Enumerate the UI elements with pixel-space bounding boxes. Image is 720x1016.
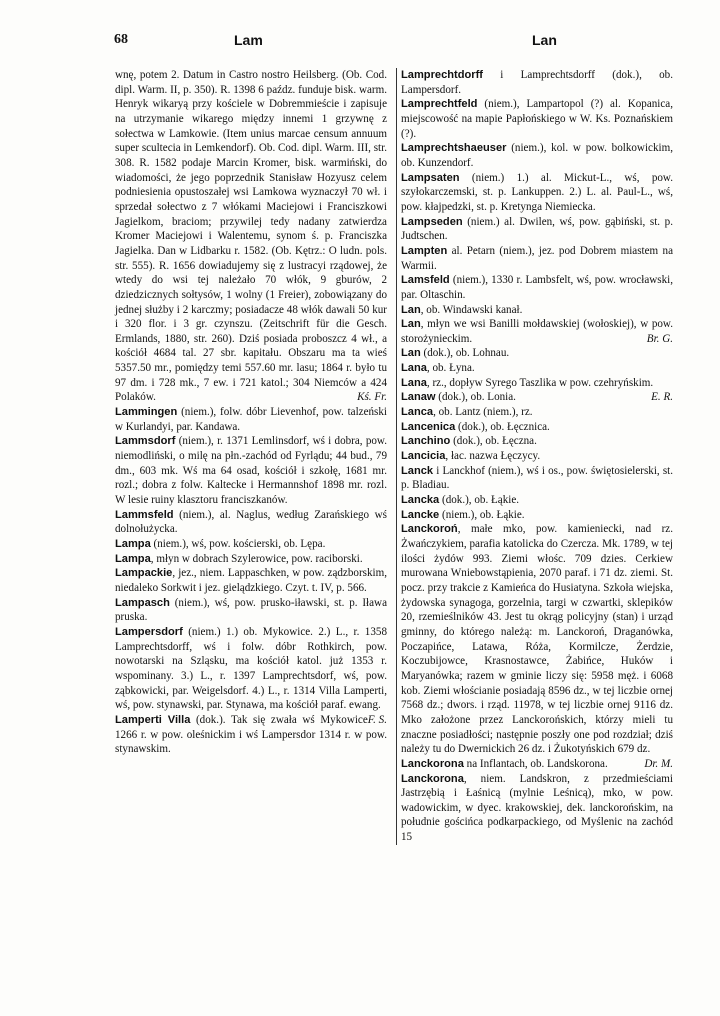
entry-headword: Lamsfeld: [401, 274, 450, 287]
entry-text: (dok.). Tak się zwała wś Mykowice 1266 r. w pow. oleśnickim i wś Lampersdor 1314 r. w pow. stynawskim.: [115, 713, 387, 756]
dictionary-entry: [401, 361, 673, 376]
entry-headword: Lammsdorf: [115, 435, 176, 448]
entry-text: , ob. Windawski kanał.: [420, 303, 523, 316]
entry-text: , małe mko, pow. kamieniecki, nad rz. Żwańczykiem, parafia katolicka do Czercza. Mk. 1789, w tej ilości żydów 993. Ziemi włośc. 709 dzies. Cerkiew murowana Wniebowstąpienia, 2070 paraf. i 71 dz. ziemi. St. pocz. przy trakcie z Kamieńca do Husiatyna. Szkoła wiejska, żydowska synagoga, gorzelnia, targi w czwartki, sklepików 20, rzemieślników 43. Jest tu okrąg policyjny (stan) i urząd gminny, do którego należą: m. Lanckoroń, Draganówka, Poczapińce, Latawa, Róża, Kormilcze, Żerdzie, Koczubijowce, Krasnostawce, Żabińce, Huków i Maryanówka; razem w gminie liczy się: 5958 męż. i 6068 kob. Ziemi włościanie posiadają 8596 dz., w tej liczbie ornej 7568 dz.; dwors. i rząd. 11978, w tej liczbie ornej 9116 dz. Mko założone przez Lanckorońskich, którzy mieli tu znaczne posiadłości; następnie poszły one pod rozdział; dziś należy tu do Dwernickich 26 dz. i Żukotyńskich 679 dz.: [401, 523, 673, 756]
entry-text: (niem.), r. 1371 Lemlinsdorf, wś i dobra, pow. niemodliński, o milę na płn.-zachód od Fyrlądu; 44 bud., 79 dm., 603 mk. Wś ma 64 osad, kościół i szkołę, 1681 mr. rozl.; dobra z folw. Kaltecke i Hermannshof 1898 mr. rozl. W lesie ruiny klasztoru franciszkanów.: [115, 435, 387, 507]
dictionary-entry: [115, 68, 387, 405]
entry-text: i Lanckhof (niem.), wś i os., pow. świętosielerski, st. p. Bladiau.: [401, 464, 673, 492]
entry-headword: Lamprechtfeld: [401, 98, 478, 111]
dictionary-entry: [401, 97, 673, 141]
dictionary-entry: [115, 508, 387, 537]
right-column: [396, 68, 673, 845]
entry-text: (dok.), ob. Łąkie.: [439, 494, 520, 507]
dictionary-entry: [401, 390, 673, 405]
dictionary-entry: [401, 303, 673, 318]
entry-text: , młyn we wsi Banilli mołdawskiej (wołoskiej), w pow. storożynieckim.: [401, 318, 673, 345]
entry-text: , jez., niem. Lappaschken, w pow. ządzborskim, niedaleko Sorkwit i jez. gielądzkiego. Czyt. t. IV, p. 566.: [115, 567, 387, 594]
page-number: 68: [114, 32, 128, 47]
dictionary-entry: [115, 537, 387, 552]
entry-headword: Lammingen: [115, 406, 178, 419]
dictionary-entry: [401, 317, 673, 346]
entry-headword: Lana: [401, 362, 427, 375]
entry-text: (dok.), ob. Łęcznica.: [455, 420, 550, 433]
entry-text: (dok.), ob. Lohnau.: [420, 347, 510, 360]
entry-text: (niem.), Lampartopol (?) al. Kopanica, miejscowość na mapie Papłońskiego w W. Ks. Poznańskiem (?).: [401, 98, 673, 140]
dictionary-entry: [401, 244, 673, 273]
dictionary-entry: [401, 420, 673, 435]
entry-signature: Dr. M.: [644, 757, 673, 770]
entry-headword: Lancke: [401, 508, 440, 521]
dictionary-entry: [115, 566, 387, 595]
dictionary-entry: [401, 346, 673, 361]
page-header: [114, 32, 674, 54]
entry-headword: Lanckorona: [401, 757, 464, 770]
entry-headword: Lancenica: [401, 420, 456, 433]
entry-signature: Kś. Fr.: [357, 391, 387, 404]
entry-headword: Lanckorona: [401, 772, 464, 785]
entry-text: , ob. Lantz (niem.), rz.: [433, 406, 533, 419]
entry-headword: Lamperti Villa: [115, 713, 191, 726]
entry-text: , młyn w dobrach Szylerowice, pow. raciborski.: [150, 552, 363, 565]
dictionary-entry: [401, 772, 673, 845]
left-column: [115, 68, 387, 757]
entry-headword: Lampsaten: [401, 171, 460, 184]
entry-text: (niem.), ob. Łąkie.: [439, 508, 525, 521]
entry-text: (niem.), folw. dóbr Lievenhof, pow. talzeński w Kurlandyi, par. Kandawa.: [115, 406, 387, 433]
entry-headword: Lampa: [115, 552, 151, 565]
entry-headword: Lampasch: [115, 596, 170, 609]
dictionary-entry: [401, 449, 673, 464]
dictionary-entry: [401, 464, 673, 493]
entry-text: na Inflantach, ob. Landskorona.: [463, 757, 608, 770]
entry-headword: Lampackie: [115, 567, 173, 580]
entry-text: i Lamprechtsdorff (dok.), ob. Lampersdorf.: [401, 69, 673, 96]
entry-headword: Lancicia: [401, 450, 446, 463]
entry-headword: Lampersdorf: [115, 625, 183, 638]
entry-text: (niem.) al. Dwilen, wś, pow. gąbiński, st. p. Judtschen.: [401, 215, 673, 243]
entry-text: (niem.), 1330 r. Lambsfelt, wś, pow. wrocławski, par. Oltaschin.: [401, 274, 673, 301]
entry-text: (niem.), al. Naglus, według Zarańskiego wś dolnołużycka.: [115, 508, 387, 536]
entry-headword: Lamprechtdorff: [401, 69, 483, 81]
entry-headword: Lanckoroń: [401, 523, 458, 536]
entry-headword: Lancka: [401, 494, 440, 507]
entry-text: (niem.), kol. w pow. bolkowickim, ob. Kunzendorf.: [401, 142, 673, 169]
entry-headword: Lampten: [401, 244, 448, 257]
entry-headword: Lana: [401, 376, 427, 389]
entry-headword: Lanca: [401, 406, 434, 419]
dictionary-entry: [401, 493, 673, 508]
entry-text: , rz., dopływ Syrego Taszlika w pow. czehryńskim.: [426, 376, 654, 389]
entry-text: wnę, potem 2. Datum in Castro nostro Heilsberg. (Ob. Cod. dipl. Warm. II, p. 350). R. 1398 6 paźdz. funduje bisk. warm. Henryk wikaryą przy kościele w Dobremmieście i zapisuje na utrzymanie wikarego między innemi 1 grzywnę z sołectwa w Lamkowie. (Item unius marcae censum annuum super scultecia in Lemkendorf). Ob. Cod. dipl. Warm. III, str. 308. R. 1582 podaje Marcin Kromer, bisk. warmiński, do wiadomości, że jego poprzednik Stanisław Hozyusz celem podniesienia opustoszałej wsi Lamkowa wyznaczył 70 wł. i sprzedał sołectwo z 7 włókami Maciejowi i Franciszkowi Jagielkom, braciom; przywilej tedy nadany zatwierdza Kromer Maciejowi i Walentemu, synom ś. p. Franciszka Jagielka. Dan w Lidbarku r. 1582. (Ob. Kętrz.: O ludn. pols. str. 555). R. 1656 dowiadujemy się z lustracyi rządowej, że wtedy do wsi tej należało 70 włók, 9 gburów, 2 dziedzicznych sołtysów, 1 wolny (1 Freier), zobowiązany do jednej służby i 2 karczmy; posiadacze 48 włók dawali 50 kur i 320 flor. i 3 gr. czynszu. (Zeitschrift für die Gesch. Ermlands, 1880, str. 260). Dziś posiada proboszcz 4 wł., a kościół 4684 tal. 27 sbr. kapitału. Obszaru ma ta wieś 5357.50 mr., pomiędzy temi 557.60 mr. lasu; 1864 r. było tu 97 dm. i 728 mk., 7 ew. i 721 katol.; 304 Niemców a 424 Polaków.: [115, 69, 387, 404]
entry-text: (dok.), ob. Lonia.: [435, 391, 516, 404]
dictionary-entry: [401, 141, 673, 170]
dictionary-entry: [401, 171, 673, 215]
entry-text: (niem.) 1.) ob. Mykowice. 2.) L., r. 1358 Lamprechtsdorff, wś i folw. dóbr Rothkirch, pow. nowotarski na Szląsku, ma kościół katol. już 1353 r. wspominany. 3.) L., r. 1397 Lamprechtsdorf, wś, pow. ząbkowicki, par. Weigelsdorf. 4.) L., r. 1314 Villa Lamperti, wś, pow. stynawski, par. Stynawa, ma kościół paraf. ewang.: [115, 625, 387, 712]
entry-signature: F. S.: [367, 713, 387, 726]
entry-text: al. Petarn (niem.), jez. pod Dobrem miastem na Warmii.: [401, 244, 673, 272]
entry-headword: Lanck: [401, 464, 434, 477]
entry-headword: Lanaw: [401, 391, 436, 404]
dictionary-entry: [115, 405, 387, 434]
dictionary-entry: [401, 273, 673, 302]
dictionary-entry: [401, 508, 673, 523]
dictionary-entry: [401, 405, 673, 420]
entry-headword: Lampa: [115, 538, 151, 550]
entry-text: , niem. Landskron, z przedmieściami Jastrzębią i Łaśnicą (mylnie Leśnicą), mko, w pow. wadowickim, w dyec. krakowskiej, dek. lanckorońskim, na południe gościńca podkarpackiego, od Myślenic na zachód 15: [401, 772, 673, 844]
entry-headword: Lan: [401, 303, 421, 316]
entry-text: , łac. nazwa Łęczycy.: [445, 450, 541, 463]
entry-headword: Lanchino: [401, 435, 451, 448]
entry-text: (dok.), ob. Łęczna.: [450, 435, 537, 448]
entry-signature: Br. G.: [646, 332, 673, 345]
dictionary-entry: [115, 596, 387, 625]
dictionary-entry: [115, 552, 387, 567]
entry-headword: Lampseden: [401, 215, 463, 228]
running-head-left: Lam: [234, 32, 263, 48]
dictionary-entry: [115, 434, 387, 507]
entry-text: , ob. Łyna.: [426, 362, 475, 375]
dictionary-entry: [401, 215, 673, 244]
entry-text: (niem.), wś, pow. kościerski, ob. Lępa.: [150, 538, 326, 550]
entry-headword: Lan: [401, 347, 421, 360]
dictionary-entry: [401, 757, 673, 772]
entry-headword: Lamprechtshaeuser: [401, 142, 507, 155]
entry-headword: Lammsfeld: [115, 508, 174, 521]
entry-signature: E. R.: [651, 391, 673, 404]
dictionary-entry: [401, 68, 673, 97]
running-head-right: Lan: [532, 32, 557, 48]
entry-text: (niem.), wś, pow. prusko-iławski, st. p. Iława pruska.: [115, 596, 387, 624]
entry-text: (niem.) 1.) al. Mickut-L., wś, pow. szyłokarczemski, st. p. Lankuppen. 2.) L. al. Paul-L., wś, pow. kłajpedzki, st. p. Kretynga Niemiecka.: [401, 171, 673, 213]
entry-headword: Lan: [401, 318, 421, 331]
dictionary-entry: [401, 434, 673, 449]
dictionary-entry: [115, 713, 387, 757]
